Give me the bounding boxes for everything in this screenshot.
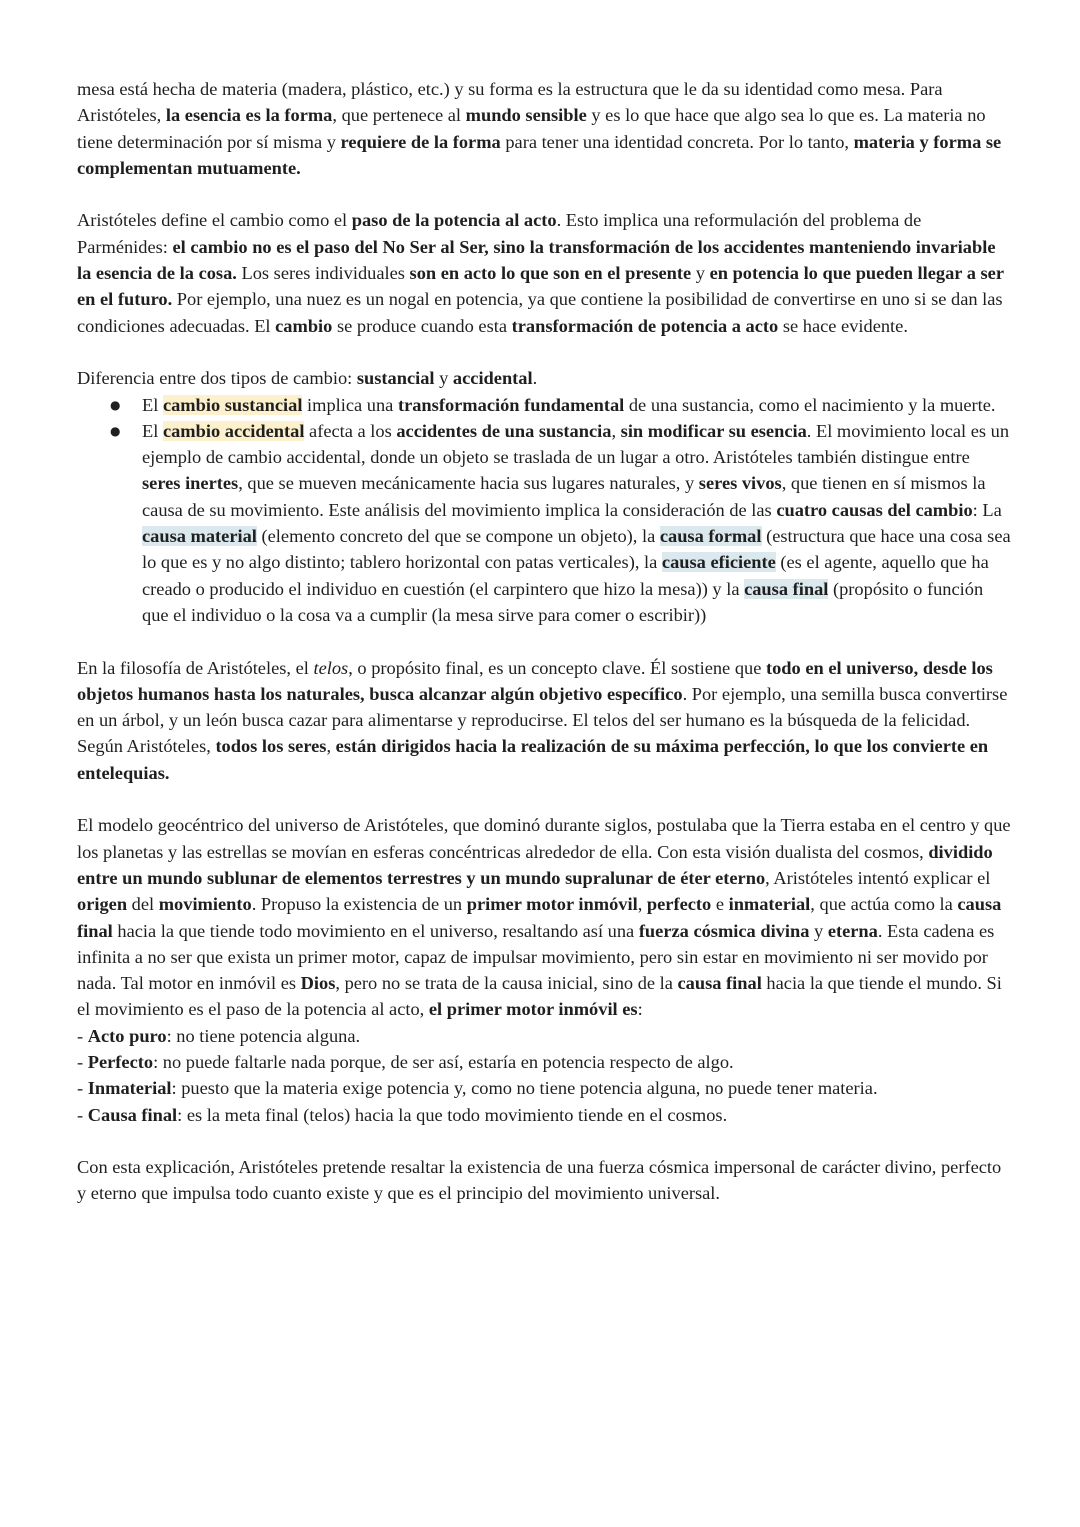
highlight-causa-formal: causa formal — [659, 526, 762, 547]
bullet-dot-icon: ● — [110, 397, 121, 412]
list-item: - Perfecto: no puede faltarle nada porque, de ser así, estaría en potencia respecto de algo. — [77, 1051, 734, 1072]
list-item: ● El cambio sustancial implica una transformación fundamental de una sustancia, como el nacimiento y la muerte. — [77, 392, 1012, 418]
paragraph-telos: En la filosofía de Aristóteles, el telos, o propósito final, es un concepto clave. Él sostiene que todo en el universo, desde los objetos humanos hasta los naturales, busca alcanzar algún objetivo específico. Por ejemplo, una semilla busca convertirse en un árbol, y un león busca cazar para alimentarse y reproducirse. El telos del ser humano es la búsqueda de la felicidad. Según Aristóteles, todos los seres, están dirigidos hacia la realización de su máxima perfección, lo que los convierte en entelequias. — [77, 657, 1008, 783]
paragraph-gap — [77, 181, 1012, 207]
highlight-cambio-sustancial: cambio sustancial — [162, 394, 303, 415]
bullet-dot-icon: ● — [110, 423, 121, 438]
paragraph-gap — [77, 339, 1012, 365]
highlight-causa-eficiente: causa eficiente — [661, 552, 776, 573]
paragraph-cambio: Aristóteles define el cambio como el paso de la potencia al acto. Esto implica una reformulación del problema de Parménides: el cambio no es el paso del No Ser al Ser, sino la transformación de los accidentes manteniendo invariable la esencia de la cosa. Los seres individuales son en acto lo que son en el presente y en potencia lo que pueden llegar a ser en el futuro. Por ejemplo, una nuez es un nogal en potencia, ya que contiene la posibilidad de convertirse en uno si se dan las condiciones adecuadas. El cambio se produce cuando esta transformación de potencia a acto se hace evidente. — [77, 210, 1004, 336]
paragraph-materia-forma: mesa está hecha de materia (madera, plástico, etc.) y su forma es la estructura que le da su identidad como mesa. Para Aristóteles, la esencia es la forma, que pertenece al mundo sensible y es lo que hace que algo sea lo que es. La materia no tiene determinación por sí misma y requiere de la forma para tener una identidad concreta. Por lo tanto, materia y forma se complementan mutuamente. — [77, 79, 1002, 178]
attributes-list — [77, 1023, 1012, 1128]
paragraph-gap — [77, 628, 1012, 654]
list-item: - Causa final: es la meta final (telos) hacia la que todo movimiento tiende en el cosmos. — [77, 1104, 728, 1125]
list-item: ● El cambio accidental afecta a los accidentes de una sustancia, sin modificar su esencia. El movimiento local es un ejemplo de cambio accidental, donde un objeto se traslada de un lugar a otro. Aristóteles también distingue entre seres inertes, que se mueven mecánicamente hacia sus lugares naturales, y seres vivos, que tienen en sí mismos la causa de su movimiento. Este análisis del movimiento implica la consideración de las cuatro causas del cambio: La causa material (elemento concreto del que se compone un objeto), la causa formal (estructura que hace una cosa sea lo que es y no algo distinto; tablero horizontal con patas verticales), la causa eficiente (es el agente, aquello que ha creado o producido el individuo en cuestión (el carpintero que hizo la mesa)) y la causa final (propósito o función que el individuo o la cosa va a cumplir (la mesa sirve para comer o escribir)) — [77, 418, 1012, 628]
highlight-cambio-accidental: cambio accidental — [162, 420, 305, 441]
paragraph-modelo-geocentrico: El modelo geocéntrico del universo de Aristóteles, que dominó durante siglos, postulaba que la Tierra estaba en el centro y que los planetas y las estrellas se movían en esferas concéntricas alrededor de ella. Con esta visión dualista del cosmos, dividido entre un mundo sublunar de elementos terrestres y un mundo supralunar de éter eterno, Aristóteles intentó explicar el origen del movimiento. Propuso la existencia de un primer motor inmóvil, perfecto e inmaterial, que actúa como la causa final hacia la que tiende todo movimiento en el universo, resaltando así una fuerza cósmica divina y eterna. Esta cadena es infinita a no ser que exista un primer motor, capaz de impulsar movimiento, pero sin estar en movimiento ni ser movido por nada. Tal motor en inmóvil es Dios, pero no se trata de la causa inicial, sino de la causa final hacia la que tiende el mundo. Si el movimiento es el paso de la potencia al acto, el primer motor inmóvil es: — [77, 815, 1011, 1020]
paragraph-conclusion: Con esta explicación, Aristóteles pretende resaltar la existencia de una fuerza cósmica impersonal de carácter divino, perfecto y eterno que impulsa todo cuanto existe y que es el principio del movimiento universal. — [77, 1157, 1002, 1204]
paragraph-tipos-cambio: Diferencia entre dos tipos de cambio: sustancial y accidental. — [77, 368, 538, 389]
bullet-list — [77, 392, 1012, 629]
list-item: - Inmaterial: puesto que la materia exige potencia y, como no tiene potencia alguna, no puede tener materia. — [77, 1078, 878, 1099]
list-item: - Acto puro: no tiene potencia alguna. — [77, 1025, 361, 1046]
document-page — [77, 76, 1012, 1207]
highlight-causa-material: causa material — [142, 526, 257, 547]
highlight-causa-final: causa final — [744, 578, 829, 599]
paragraph-gap — [77, 786, 1012, 812]
paragraph-gap — [77, 1128, 1012, 1154]
